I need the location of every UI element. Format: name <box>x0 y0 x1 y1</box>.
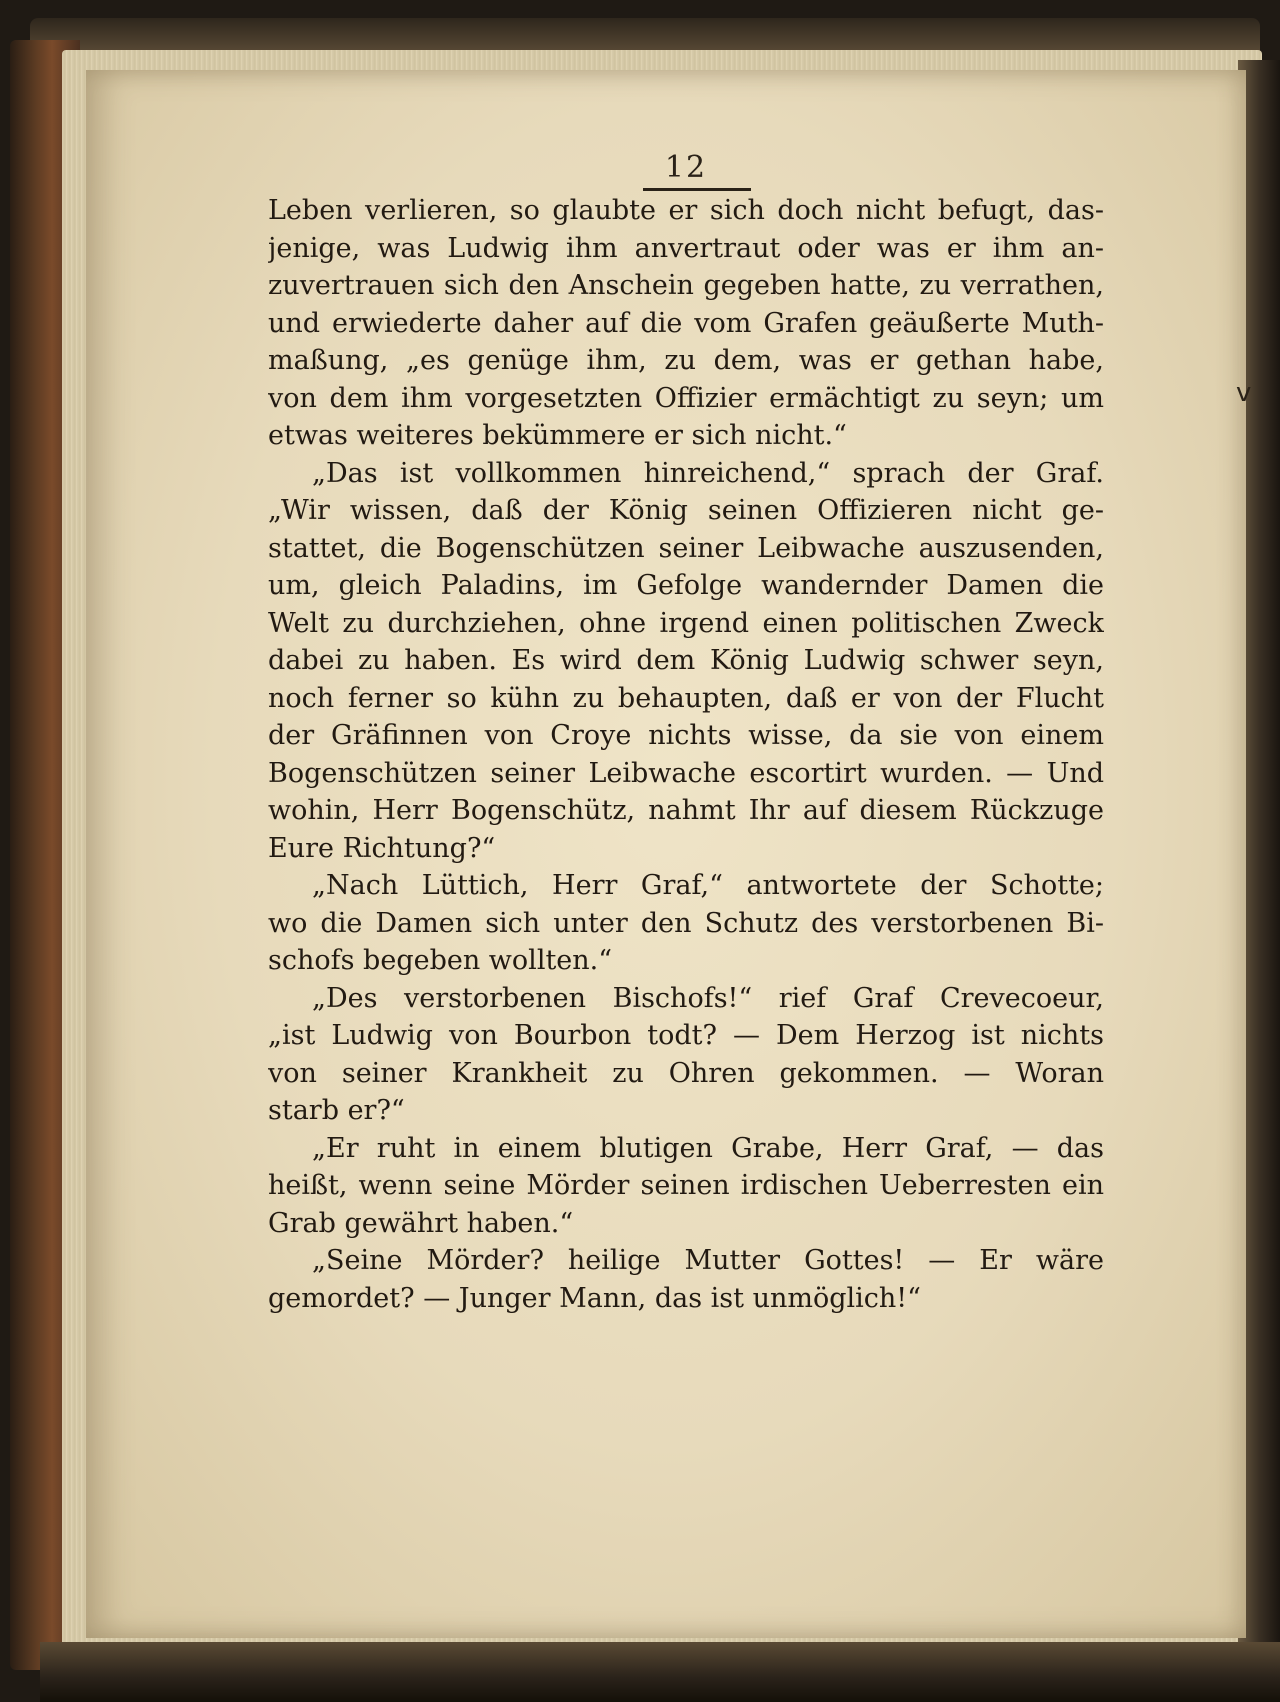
text-line: „Das ist vollkommen hinreichend,“ sprach der Graf. <box>312 457 1104 489</box>
margin-mark: v <box>1236 378 1252 408</box>
text-line: Leben verlieren, so glaubte er sich doch nicht befugt, das- <box>268 195 1104 226</box>
text-line: und erwiederte daher auf die vom Grafen geäußerte Muth- <box>268 307 1104 339</box>
page-number: 12 <box>664 150 708 185</box>
text-line: gemordet? — Junger Mann, das ist unmöglich!“ <box>268 1282 921 1314</box>
text-line: Eure Richtung?“ <box>268 832 496 864</box>
text-line: der Gräfinnen von Croye nichts wisse, da sie von einem <box>268 720 1104 751</box>
header-rule <box>643 188 751 191</box>
text-line: um, gleich Paladins, im Gefolge wandernder Damen die <box>268 570 1104 601</box>
book-page <box>86 70 1252 1638</box>
page-text <box>268 192 1104 1317</box>
text-line: von seiner Krankheit zu Ohren gekommen. — Woran <box>268 1057 1104 1089</box>
text-line: starb er?“ <box>268 1095 405 1126</box>
text-line: Bogenschützen seiner Leibwache escortirt wurden. — Und <box>268 757 1104 789</box>
text-line: Welt zu durchziehen, ohne irgend einen politischen Zweck <box>268 607 1104 639</box>
text-line: wohin, Herr Bogenschütz, nahmt Ihr auf diesem Rückzuge <box>268 795 1104 826</box>
text-line: zuvertrauen sich den Anschein gegeben hatte, zu verrathen, <box>268 270 1104 301</box>
text-line: „Des verstorbenen Bischofs!“ rief Graf Crevecoeur, <box>312 982 1104 1014</box>
text-line: noch ferner so kühn zu behaupten, daß er von der Flucht <box>268 682 1104 714</box>
text-line: „Seine Mörder? heilige Mutter Gottes! — Er wäre <box>312 1245 1104 1276</box>
book-bottom-edge <box>40 1642 1280 1702</box>
text-line: „Er ruht in einem blutigen Grabe, Herr Graf, — das <box>312 1132 1104 1164</box>
text-line: „ist Ludwig von Bourbon todt? — Dem Herzog ist nichts <box>268 1020 1104 1051</box>
text-line: von dem ihm vorgesetzten Offizier ermächtigt zu seyn; um <box>268 382 1104 414</box>
text-line: „Nach Lüttich, Herr Graf,“ antwortete der Schotte; <box>312 870 1104 901</box>
text-line: Grab gewährt haben.“ <box>268 1207 574 1239</box>
text-line: dabei zu haben. Es wird dem König Ludwig schwer seyn, <box>268 645 1104 676</box>
text-line: schofs begeben wollten.“ <box>268 945 613 976</box>
text-line: „Wir wissen, daß der König seinen Offizieren nicht ge- <box>268 495 1104 526</box>
text-line: wo die Damen sich unter den Schutz des verstorbenen Bi- <box>268 907 1104 939</box>
text-line: heißt, wenn seine Mörder seinen irdischen Ueberresten ein <box>268 1170 1104 1201</box>
text-line: maßung, „es genüge ihm, zu dem, was er gethan habe, <box>268 345 1104 376</box>
text-line: etwas weiteres bekümmere er sich nicht.“ <box>268 420 847 451</box>
text-line: stattet, die Bogenschützen seiner Leibwache auszusenden, <box>268 532 1104 564</box>
text-line: jenige, was Ludwig ihm anvertraut oder was er ihm an- <box>268 232 1104 264</box>
